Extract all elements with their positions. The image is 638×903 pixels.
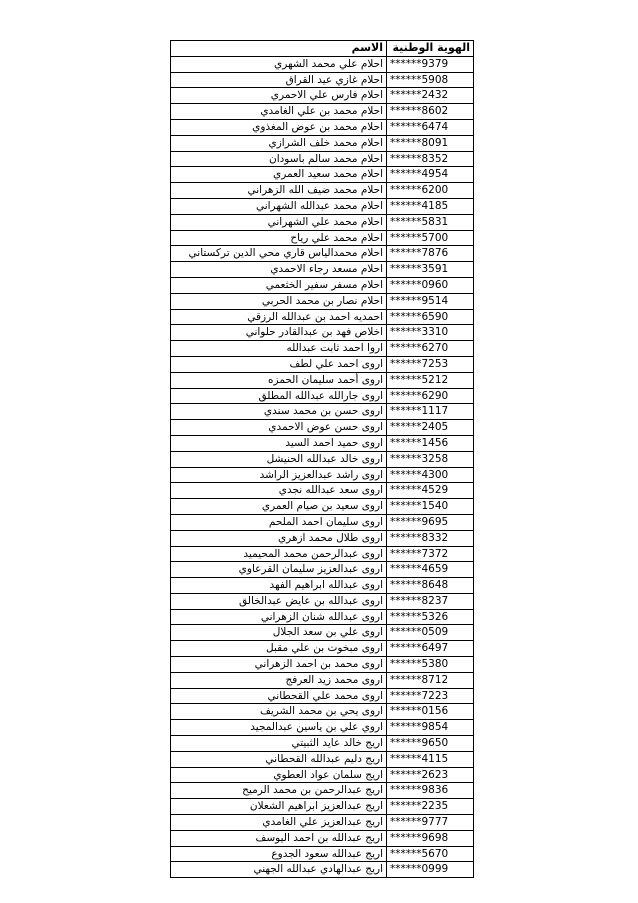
name-cell: اروى سعيد بن صيام العمري: [171, 499, 387, 515]
national-id-cell: ******5908: [387, 72, 474, 88]
names-table: [170, 40, 474, 878]
table-row: [171, 246, 474, 262]
name-cell: اروى حميد احمد السيد: [171, 435, 387, 451]
header-national-id: الهوية الوطنية: [387, 41, 474, 57]
national-id-cell: ******4954: [387, 167, 474, 183]
national-id-cell: ******6497: [387, 641, 474, 657]
table-row: [171, 467, 474, 483]
table-row: [171, 578, 474, 594]
table-row: [171, 736, 474, 752]
table-row: [171, 309, 474, 325]
national-id-cell: ******6474: [387, 119, 474, 135]
table-row: [171, 799, 474, 815]
national-id-cell: ******7253: [387, 356, 474, 372]
name-cell: احلام محمد بن عوض المغذوي: [171, 119, 387, 135]
name-cell: اريج عبدالهادي عبدالله الجهني: [171, 862, 387, 878]
table-row: [171, 198, 474, 214]
table-row: [171, 293, 474, 309]
name-cell: احلام غازي عيد القراق: [171, 72, 387, 88]
table-row: [171, 846, 474, 862]
name-cell: اروى سعد عبدالله نجدي: [171, 483, 387, 499]
table-row: [171, 720, 474, 736]
table-row: [171, 135, 474, 151]
table-row: [171, 420, 474, 436]
name-cell: احلام محمد علي الشهراني: [171, 214, 387, 230]
national-id-cell: ******1117: [387, 404, 474, 420]
name-cell: اروى راشد عبدالعزيز الراشد: [171, 467, 387, 483]
table-row: [171, 657, 474, 673]
name-cell: احلام محمد سعيد العمري: [171, 167, 387, 183]
name-cell: احلام مسعد رجاء الاحمدي: [171, 262, 387, 278]
name-cell: اريج عبدالعزيز ابراهيم الشعلان: [171, 799, 387, 815]
table-row: [171, 862, 474, 878]
national-id-cell: ******5212: [387, 372, 474, 388]
national-id-cell: ******8602: [387, 104, 474, 120]
national-id-cell: ******6270: [387, 341, 474, 357]
national-id-cell: ******9695: [387, 514, 474, 530]
name-cell: احلام محمد سالم باسودان: [171, 151, 387, 167]
table-row: [171, 356, 474, 372]
table-row: [171, 372, 474, 388]
national-id-cell: ******6200: [387, 183, 474, 199]
name-cell: اروى محمد علي القحطاني: [171, 688, 387, 704]
table-row: [171, 119, 474, 135]
name-cell: اروى طلال محمد ازهري: [171, 530, 387, 546]
name-cell: اروى عبدالله ابراهيم الفهد: [171, 578, 387, 594]
national-id-cell: ******7223: [387, 688, 474, 704]
national-id-cell: ******5831: [387, 214, 474, 230]
national-id-cell: ******2623: [387, 767, 474, 783]
table-row: [171, 151, 474, 167]
table-row: [171, 435, 474, 451]
table-row: [171, 388, 474, 404]
national-id-cell: ******9777: [387, 815, 474, 831]
national-id-cell: ******5326: [387, 609, 474, 625]
table-row: [171, 262, 474, 278]
name-cell: احلام محمد خلف الشرازي: [171, 135, 387, 151]
national-id-cell: ******0999: [387, 862, 474, 878]
header-name: الاسم: [171, 41, 387, 57]
table-row: [171, 546, 474, 562]
national-id-cell: ******7876: [387, 246, 474, 262]
name-cell: احلام محمد عبدالله الشهراني: [171, 198, 387, 214]
national-id-cell: ******0509: [387, 625, 474, 641]
national-id-cell: ******8237: [387, 593, 474, 609]
national-id-cell: ******9698: [387, 830, 474, 846]
table-row: [171, 767, 474, 783]
table-row: [171, 530, 474, 546]
table-row: [171, 451, 474, 467]
table-body: [171, 56, 474, 877]
name-cell: اروى يحي بن محمد الشريف: [171, 704, 387, 720]
national-id-cell: ******9836: [387, 783, 474, 799]
name-cell: اروى محمد بن احمد الزهراني: [171, 657, 387, 673]
table-row: [171, 783, 474, 799]
table-row: [171, 514, 474, 530]
table-row: [171, 183, 474, 199]
table-header-row: [171, 41, 474, 57]
table-row: [171, 88, 474, 104]
name-cell: اروي علي بن ياسين عبدالمجيد: [171, 720, 387, 736]
name-cell: اروى حسن بن محمد سندي: [171, 404, 387, 420]
national-id-cell: ******1540: [387, 499, 474, 515]
table-row: [171, 830, 474, 846]
name-cell: اروى احمد علي لطف: [171, 356, 387, 372]
id-list-sheet: [170, 40, 474, 878]
national-id-cell: ******9854: [387, 720, 474, 736]
national-id-cell: ******4529: [387, 483, 474, 499]
national-id-cell: ******0960: [387, 277, 474, 293]
national-id-cell: ******4300: [387, 467, 474, 483]
national-id-cell: ******9650: [387, 736, 474, 752]
table-row: [171, 72, 474, 88]
name-cell: اروى عبدالرحمن محمد المحيميد: [171, 546, 387, 562]
table-row: [171, 688, 474, 704]
table-row: [171, 404, 474, 420]
table-row: [171, 625, 474, 641]
name-cell: اروى سليمان احمد الملحم: [171, 514, 387, 530]
table-row: [171, 230, 474, 246]
table-row: [171, 214, 474, 230]
national-id-cell: ******7372: [387, 546, 474, 562]
table-row: [171, 751, 474, 767]
national-id-cell: ******4185: [387, 198, 474, 214]
national-id-cell: ******4659: [387, 562, 474, 578]
table-row: [171, 167, 474, 183]
table-row: [171, 815, 474, 831]
national-id-cell: ******2235: [387, 799, 474, 815]
name-cell: اروى مبخوت بن علي مقبل: [171, 641, 387, 657]
national-id-cell: ******5670: [387, 846, 474, 862]
national-id-cell: ******2405: [387, 420, 474, 436]
name-cell: اريج عبدالرحمن بن محمد الرميح: [171, 783, 387, 799]
national-id-cell: ******2432: [387, 88, 474, 104]
name-cell: اريج سلمان عواد العطوي: [171, 767, 387, 783]
national-id-cell: ******8332: [387, 530, 474, 546]
national-id-cell: ******9379: [387, 56, 474, 72]
table-row: [171, 341, 474, 357]
name-cell: اروى محمد زيد العرفج: [171, 672, 387, 688]
table-row: [171, 704, 474, 720]
name-cell: اروى عبدالعزيز سليمان القرعاوي: [171, 562, 387, 578]
table-row: [171, 672, 474, 688]
table-row: [171, 483, 474, 499]
national-id-cell: ******8712: [387, 672, 474, 688]
table-row: [171, 56, 474, 72]
name-cell: احلام محمدالياس قاري محي الدين تركستاني: [171, 246, 387, 262]
national-id-cell: ******8352: [387, 151, 474, 167]
name-cell: اخلاص فهد بن عبدالقادر حلواني: [171, 325, 387, 341]
name-cell: احلام نصار بن محمد الحربي: [171, 293, 387, 309]
name-cell: اروا احمد ثابت عبدالله: [171, 341, 387, 357]
name-cell: اروى جارالله عبدالله المطلق: [171, 388, 387, 404]
table-row: [171, 325, 474, 341]
national-id-cell: ******6590: [387, 309, 474, 325]
name-cell: احلام محمد علي رياح: [171, 230, 387, 246]
name-cell: اروى عبدالله بن عايض عبدالخالق: [171, 593, 387, 609]
name-cell: اريج عبدالله بن احمد اليوسف: [171, 830, 387, 846]
national-id-cell: ******4115: [387, 751, 474, 767]
national-id-cell: ******1456: [387, 435, 474, 451]
name-cell: اريج عبدالله سعود الجدوع: [171, 846, 387, 862]
national-id-cell: ******9514: [387, 293, 474, 309]
name-cell: اريج دليم عبدالله القحطاني: [171, 751, 387, 767]
name-cell: احلام مسفر سفير الخثعمي: [171, 277, 387, 293]
table-row: [171, 609, 474, 625]
national-id-cell: ******5380: [387, 657, 474, 673]
name-cell: اريج خالد عايد الثبيتي: [171, 736, 387, 752]
name-cell: اريج عبدالعزيز علي الغامدي: [171, 815, 387, 831]
national-id-cell: ******8648: [387, 578, 474, 594]
name-cell: اروى أحمد سليمان الحمزه: [171, 372, 387, 388]
name-cell: احلام علي محمد الشهري: [171, 56, 387, 72]
national-id-cell: ******0156: [387, 704, 474, 720]
table-row: [171, 104, 474, 120]
name-cell: اروى عبدالله شنان الزهراني: [171, 609, 387, 625]
table-row: [171, 277, 474, 293]
table-row: [171, 499, 474, 515]
table-row: [171, 593, 474, 609]
name-cell: احلام فارس علي الاحمري: [171, 88, 387, 104]
national-id-cell: ******3591: [387, 262, 474, 278]
name-cell: احمديه احمد بن عبدالله الرزقي: [171, 309, 387, 325]
national-id-cell: ******8091: [387, 135, 474, 151]
name-cell: اروى حسن عوض الاحمدي: [171, 420, 387, 436]
table-row: [171, 562, 474, 578]
national-id-cell: ******3310: [387, 325, 474, 341]
name-cell: احلام محمد بن علي الغامدي: [171, 104, 387, 120]
table-row: [171, 641, 474, 657]
national-id-cell: ******3258: [387, 451, 474, 467]
name-cell: اروى خالد عبدالله الحنيشل: [171, 451, 387, 467]
name-cell: احلام محمد ضيف الله الزهراني: [171, 183, 387, 199]
national-id-cell: ******6290: [387, 388, 474, 404]
national-id-cell: ******5700: [387, 230, 474, 246]
name-cell: اروى علي بن سعد الجلال: [171, 625, 387, 641]
